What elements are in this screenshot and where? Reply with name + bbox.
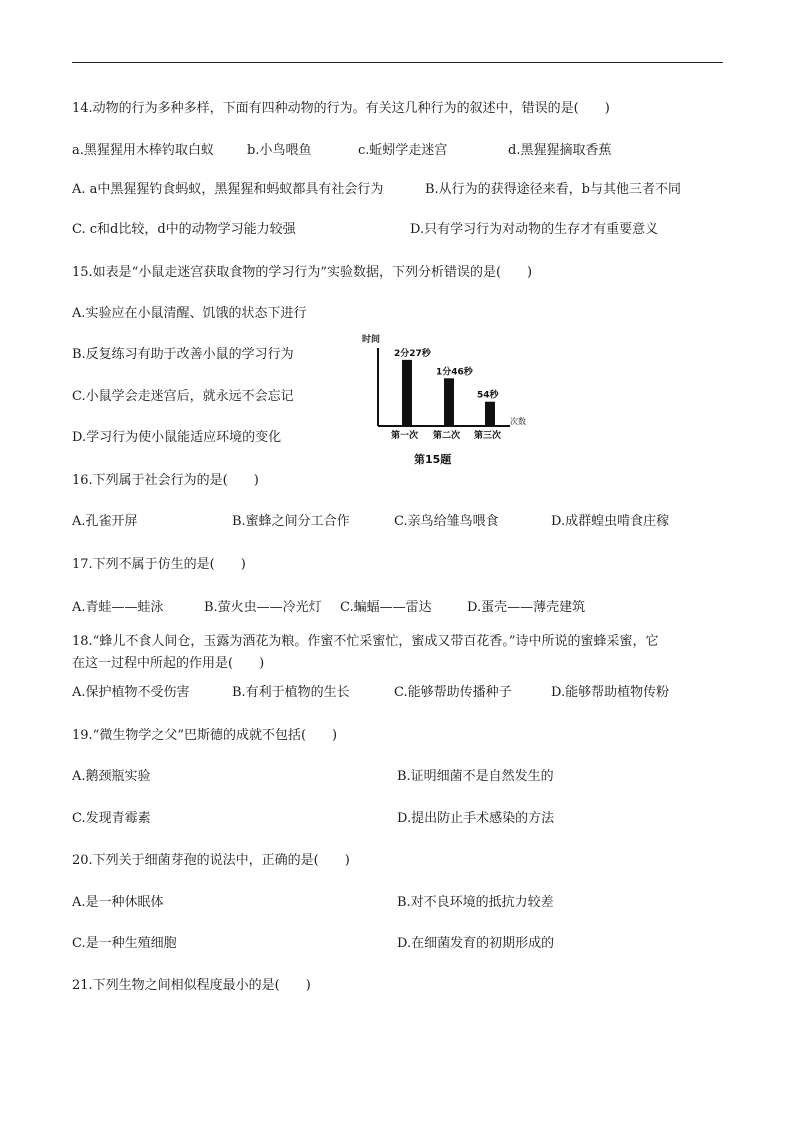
y-axis-label: 时间 (362, 335, 381, 345)
q20-stem: 20.下列关于细菌芽孢的说法中，正确的是( ) (72, 853, 350, 868)
q14-item-c: c.蚯蚓学走迷宫 (358, 143, 448, 158)
bar-chart-svg (352, 330, 532, 470)
q17-option-d: D.蛋壳——薄壳建筑 (467, 600, 586, 615)
q19-option-d: D.提出防止手术感染的方法 (397, 811, 555, 826)
q14-item-a: a.黑猩猩用木棒钓取白蚁 (72, 143, 214, 158)
q17-option-b: B.萤火虫——冷光灯 (204, 600, 322, 615)
q14-option-a: A. a中黑猩猩钓食蚂蚁，黑猩猩和蚂蚁都具有社会行为 (72, 182, 384, 197)
chart-caption: 第15题 (414, 453, 452, 466)
q20-option-a: A.是一种休眠体 (72, 895, 164, 910)
q14-item-b: b.小鸟喂鱼 (247, 143, 312, 158)
q18-option-a: A.保护植物不受伤害 (72, 685, 190, 700)
category-label-1: 第一次 (391, 431, 419, 441)
bar-value-label-1: 2分27秒 (394, 348, 431, 359)
q16-option-d: D.成群蝗虫啃食庄稼 (551, 514, 670, 529)
maze-learning-chart (352, 330, 532, 474)
q20-option-c: C.是一种生殖细胞 (72, 936, 177, 951)
q18-option-d: D.能够帮助植物传粉 (551, 685, 670, 700)
q18-option-b: B.有利于植物的生长 (232, 685, 350, 700)
q15-option-b: B.反复练习有助于改善小鼠的学习行为 (72, 347, 294, 362)
q16-option-c: C.亲鸟给雏鸟喂食 (394, 514, 499, 529)
q19-stem: 19.“微生物学之父”巴斯德的成就不包括( ) (72, 728, 338, 743)
category-label-2: 第二次 (433, 431, 461, 441)
q15-stem: 15.如表是“小鼠走迷宫获取食物的学习行为”实验数据，下列分析错误的是( ) (72, 265, 533, 280)
q14-item-d: d.黑猩猩摘取香蕉 (508, 143, 612, 158)
q16-option-a: A.孔雀开屏 (72, 514, 138, 529)
bar-3 (485, 402, 495, 426)
q20-option-b: B.对不良环境的抵抗力较差 (397, 895, 554, 910)
q14-option-d: D.只有学习行为对动物的生存才有重要意义 (410, 222, 659, 237)
q17-option-a: A.青蛙——蛙泳 (72, 600, 164, 615)
q18-stem-line1: 18.“蜂儿不食人间仓，玉露为酒花为粮。作蜜不忙采蜜忙，蜜成又带百花香。”诗中所说的蜜蜂采蜜，它 (72, 634, 659, 649)
q15-option-a: A.实验应在小鼠清醒、饥饿的状态下进行 (72, 306, 307, 321)
q14-option-b: B.从行为的获得途径来看，b与其他三者不同 (425, 182, 682, 197)
q16-option-b: B.蜜蜂之间分工合作 (232, 514, 350, 529)
q18-option-c: C.能够帮助传播种子 (394, 685, 512, 700)
category-label-3: 第三次 (474, 431, 502, 441)
q17-options (72, 599, 732, 617)
q17-stem: 17.下列不属于仿生的是( ) (72, 557, 246, 572)
q18-options (72, 684, 732, 702)
x-axis-label: 次数 (510, 417, 526, 426)
q17-option-c: C.蝙蝠——雷达 (340, 600, 432, 615)
q14-stem: 14.动物的行为多种多样，下面有四种动物的行为。有关这几种行为的叙述中，错误的是( ) (72, 101, 610, 116)
q21-stem: 21.下列生物之间相似程度最小的是( ) (72, 978, 311, 993)
bar-1 (402, 360, 412, 426)
q19-option-a: A.鹅颈瓶实验 (72, 769, 151, 784)
q19-option-b: B.证明细菌不是自然发生的 (397, 769, 554, 784)
q18-stem-line2: 在这一过程中所起的作用是( ) (72, 656, 265, 671)
bar-2 (444, 378, 454, 426)
q14-option-c: C. c和d比较，d中的动物学习能力较强 (72, 222, 296, 237)
q14-items (72, 142, 732, 160)
header-rule (72, 62, 723, 63)
q20-option-d: D.在细菌发育的初期形成的 (397, 936, 555, 951)
bar-value-label-2: 1分46秒 (436, 367, 473, 378)
bar-value-label-3: 54秒 (477, 390, 499, 401)
q19-option-c: C.发现青霉素 (72, 811, 151, 826)
q16-options (72, 513, 732, 531)
q16-stem: 16.下列属于社会行为的是( ) (72, 473, 259, 488)
q15-option-c: C.小鼠学会走迷宫后，就永远不会忘记 (72, 389, 294, 404)
q15-option-d: D.学习行为使小鼠能适应环境的变化 (72, 430, 282, 445)
